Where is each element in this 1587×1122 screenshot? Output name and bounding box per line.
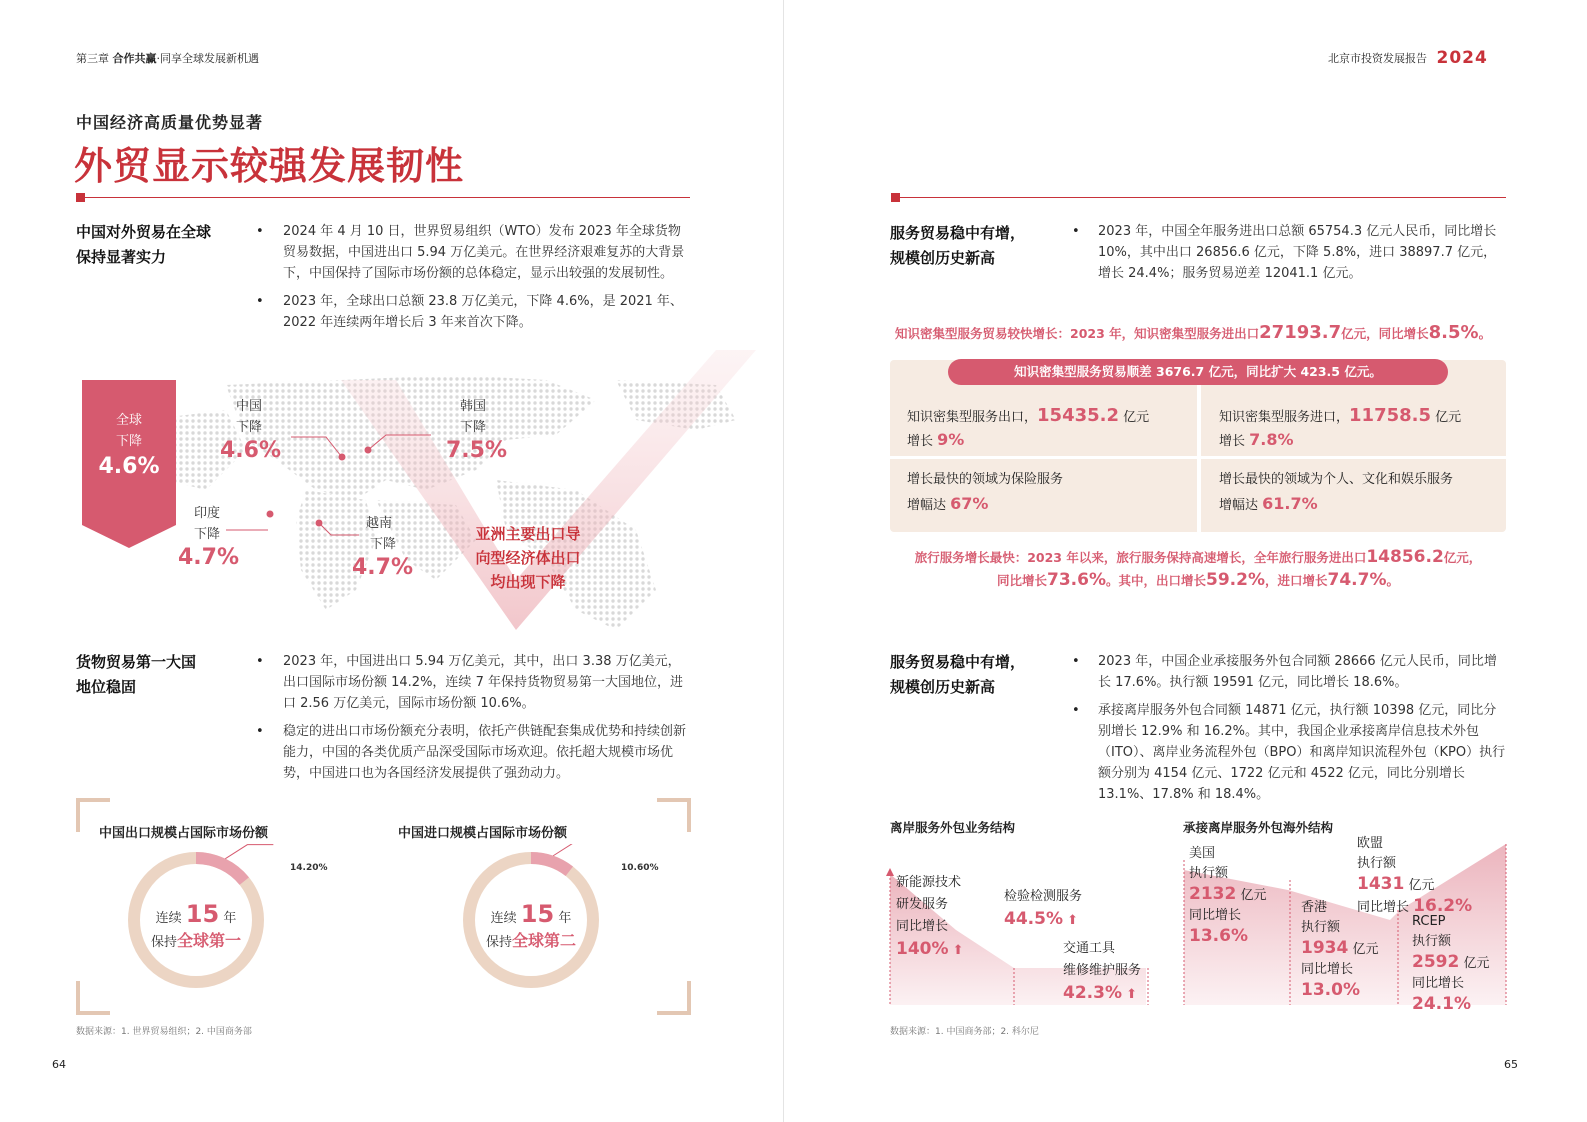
chapter-number: 第三章	[76, 52, 109, 65]
chart-title-business: 离岸服务外包业务结构	[890, 820, 1016, 835]
region-item-eu: 欧盟 执行额 1431 亿元 同比增长 16.2%	[1357, 836, 1473, 916]
card-culture: 增长最快的领域为个人、文化和娱乐服务 增幅达 61.7%	[1219, 472, 1454, 513]
page-number-right: 65	[1504, 1058, 1518, 1071]
bullet-dot: •	[256, 294, 264, 309]
frame-corner-bl	[76, 981, 110, 1015]
page-spine	[783, 0, 784, 1122]
bullet-text: 2023 年，中国全年服务进出口总额 65754.3 亿元人民币，同比增长 10%，其中出口 26856.6 亿元，下降 5.8%，进口 38897.7 亿元，增长 24.4%；服务贸易逆差 12041.1 亿元。	[1098, 224, 1497, 281]
bullet-text: 2024 年 4 月 10 日，世界贸易组织（WTO）发布 2023 年全球货物贸易数据，中国进出口 5.94 万亿美元。在世界经济艰难复苏的大背景下，中国保持了国际市场份额的总体稳定，显示出较强的发展韧性。	[283, 224, 685, 281]
world-map-infographic	[76, 340, 766, 640]
ring-title-export: 中国出口规模占国际市场份额	[99, 826, 269, 841]
chart-title-regions: 承接离岸服务外包海外结构	[1183, 820, 1334, 835]
surplus-pill: 知识密集型服务贸易顺差 3676.7 亿元，同比扩大 423.5 亿元。	[948, 359, 1448, 385]
up-arrow-icon: ⬆	[952, 943, 964, 958]
bullet-text: 2023 年，中国进出口 5.94 万亿美元，其中，出口 3.38 万亿美元，出口国际市场份额 14.2%，连续 7 年保持货物贸易第一大国地位，进口 2.56 万亿美元，国际市场份额 10.6%。	[283, 654, 683, 711]
bullet-dot: •	[1072, 224, 1080, 239]
business-item-energy: 新能源技术 研发服务 同比增长 140% ⬆	[896, 875, 964, 959]
marker-india	[267, 511, 274, 518]
section-heading-services: 服务贸易稳中有增， 规模创历史新高	[890, 224, 1026, 267]
country-vietnam: 越南 下降 4.7%	[352, 516, 414, 580]
page-title: 外贸显示较强发展韧性	[74, 144, 465, 188]
country-india: 印度 下降 4.7%	[178, 506, 240, 570]
title-rule	[85, 197, 690, 198]
source-note-right: 数据来源：1. 中国商务部；2. 科尔尼	[890, 1027, 1039, 1037]
bullet-dot: •	[256, 654, 264, 669]
bullet-dot: •	[1072, 654, 1080, 669]
bullet-text: 稳定的进出口市场份额充分表明，依托产供链配套集成优势和持续创新能力，中国的各类优质产品深受国际市场欢迎。依托超大规模市场优势，中国进口也为各国经济发展提供了强劲动力。	[283, 724, 687, 781]
knowledge-services-line: 知识密集型服务贸易较快增长：2023 年，知识密集型服务进出口27193.7亿元，同比增长8.5%。	[895, 322, 1492, 343]
business-item-testing: 检验检测服务 44.5% ⬆	[1004, 889, 1083, 929]
ring-pct-export: 14.20%	[290, 863, 328, 873]
business-item-vehicle: 交通工具 维修维护服务 42.3% ⬆	[1063, 941, 1142, 1003]
card-service-import: 知识密集型服务进口，11758.5 亿元 增长 7.8%	[1219, 405, 1462, 449]
section-heading-largest-trader: 货物贸易第一大国 地位稳固	[76, 653, 197, 696]
ring-pct-import: 10.60%	[621, 863, 659, 873]
global-label: 全球	[115, 413, 142, 428]
title-rule-marker	[76, 193, 85, 202]
country-china: 中国 下降 4.6%	[220, 399, 282, 463]
ring-title-import: 中国进口规模占国际市场份额	[398, 826, 568, 841]
panel-divider-h	[890, 456, 1506, 459]
bullet-dot: •	[256, 724, 264, 739]
dotted-world-map	[76, 340, 766, 640]
marker-china	[339, 454, 346, 461]
asia-note: 亚洲主要出口导 向型经济体出口 均出现下降	[475, 525, 581, 591]
country-korea: 韩国 下降 7.5%	[446, 399, 508, 463]
up-arrow-icon: ⬆	[1067, 913, 1079, 928]
report-name: 北京市投资发展报告	[1328, 52, 1427, 65]
ring-center-import: 连续 15 年 保持全球第二	[485, 900, 577, 950]
ring-leader-export	[225, 845, 273, 859]
ring-leader-import	[553, 844, 601, 856]
bullet-text: 2023 年，全球出口总额 23.8 万亿美元，下降 4.6%，是 2021 年、2022 年连续两年增长后 3 年来首次下降。	[283, 294, 683, 330]
source-note-left: 数据来源：1. 世界贸易组织；2. 中国商务部	[76, 1027, 252, 1037]
chapter-title: 合作共赢	[112, 52, 157, 65]
rule-marker-right	[891, 193, 900, 202]
page-number-left: 64	[52, 1058, 66, 1071]
bullet-text: 承接离岸服务外包合同额 14871 亿元，执行额 10398 亿元，同比分别增长 12.9% 和 16.2%。其中，我国企业承接离岸信息技术外包（ITO）、离岸业务流程外包（BPO）和离岸知识流程外包（KPO）执行额分别为 4154 亿元、1722 亿元和 4522 亿元，同比分别增长 13.1%、17.8% 和 18.4%。	[1098, 703, 1506, 802]
bullet-dot: •	[256, 224, 264, 239]
chapter-subtitle: ·同享全球发展新机遇	[156, 52, 259, 65]
section-heading-trade-strength: 中国对外贸易在全球 保持显著实力	[76, 223, 212, 266]
region-item-hongkong: 香港 执行额 1934 亿元 同比增长 13.0%	[1301, 900, 1379, 1000]
frame-corner-tr	[657, 798, 691, 832]
right-header	[1328, 48, 1488, 68]
region-item-usa: 美国 执行额 2132 亿元 同比增长 13.6%	[1189, 846, 1267, 946]
section-heading-outsourcing: 服务贸易稳中有增， 规模创历史新高	[890, 653, 1026, 696]
marker-vietnam	[316, 520, 323, 527]
rule-right	[900, 197, 1506, 198]
left-header	[76, 50, 259, 66]
card-insurance: 增长最快的领域为保险服务 增幅达 67%	[907, 472, 1064, 513]
bullet-text: 2023 年，中国企业承接服务外包合同额 28666 亿元人民币，同比增长 17.6%。执行额 19591 亿元，同比增长 18.6%。	[1098, 654, 1497, 690]
travel-services-line: 旅行服务增长最快：2023 年以来，旅行服务保持高速增长，全年旅行服务进出口14856.2亿元， 同比增长73.6%。其中，出口增长59.2%，进口增长74.7%。	[914, 547, 1482, 590]
card-service-export: 知识密集型服务出口，15435.2 亿元 增长 9%	[907, 405, 1150, 449]
global-decline-badge	[82, 380, 176, 548]
global-value: 4.6%	[98, 454, 160, 479]
region-item-rcep: RCEP 执行额 2592 亿元 同比增长 24.1%	[1412, 914, 1490, 1014]
bullet-dot: •	[1072, 703, 1080, 718]
global-sub: 下降	[115, 434, 142, 449]
report-year: 2024	[1436, 48, 1488, 68]
up-arrow-icon: ⬆	[1126, 987, 1138, 1002]
marker-korea	[365, 447, 372, 454]
ring-center-export: 连续 15 年 保持全球第一	[150, 900, 242, 950]
page-kicker: 中国经济高质量优势显著	[76, 113, 264, 132]
